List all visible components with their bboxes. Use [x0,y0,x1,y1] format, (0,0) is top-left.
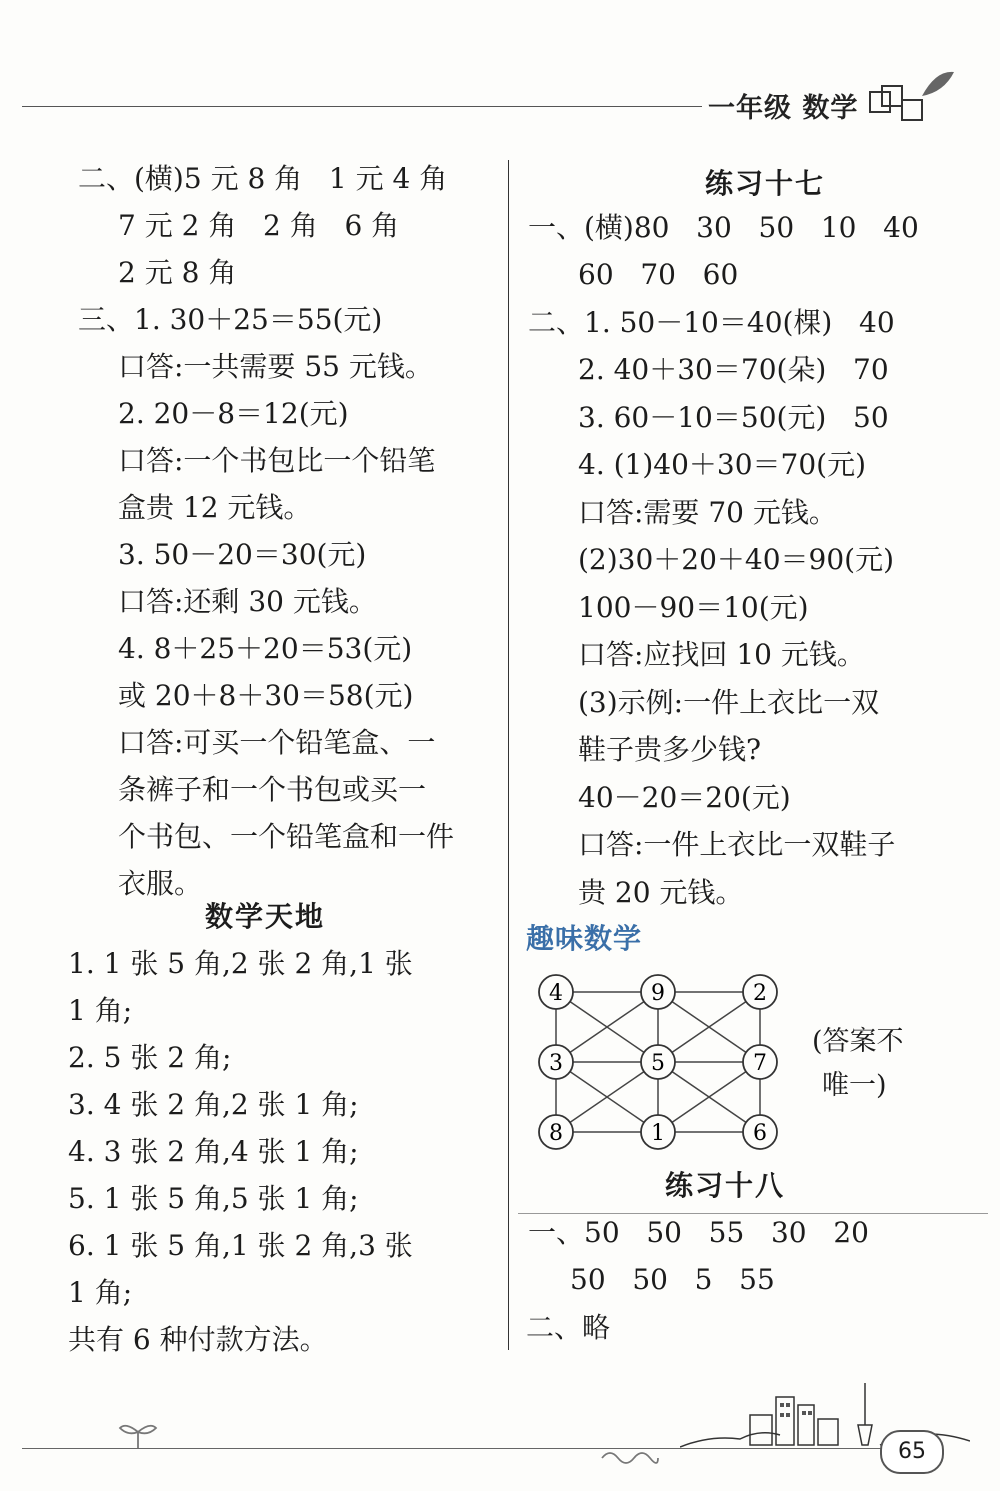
math-world-total: 共有 6 种付款方法。 [68,1323,328,1356]
section-heading-exercise-17: 练习十七 [705,167,826,200]
answer-3-3: 3. 50－20＝30(元) [118,538,367,571]
puzzle-node [641,1115,675,1149]
ex17-2-3: 3. 60－10＝50(元) 50 [578,401,889,434]
ex17-2-4-2: (2)30＋20＋40＝90(元) [578,543,895,576]
ex18-1-line-1: 一、50 50 55 30 20 [528,1216,869,1249]
sprout-icon [118,1418,158,1448]
puzzle-node-label: 2 [753,981,767,1006]
answer-3-3-reply: 口答:还剩 30 元钱。 [118,585,377,618]
ex18-1-line-2: 50 50 5 55 [570,1263,775,1296]
ex17-2-4-3-calc: 40－20＝20(元) [578,781,791,814]
section-heading-fun-math: 趣味数学 [526,922,643,955]
math-world-6-line-2: 1 角; [68,1276,133,1309]
puzzle-node-label: 7 [753,1051,767,1076]
ex17-2-4-3-reply-1: 口答:一件上衣比一双鞋子 [578,828,896,861]
puzzle-node-label: 1 [651,1121,665,1146]
ex17-2-4-3-line-1: (3)示例:一件上衣比一双 [578,686,880,719]
answer-2-line-2: 7 元 2 角 2 角 6 角 [118,209,400,242]
puzzle-node-label: 4 [549,981,563,1006]
answer-3-1-reply: 口答:一共需要 55 元钱。 [118,350,433,383]
answer-3-2-reply-2: 盒贵 12 元钱。 [118,491,312,524]
answer-3-4-reply-2: 条裤子和一个书包或买一 [118,773,427,806]
column-divider [508,160,509,1350]
answer-3-4-reply-4: 衣服。 [118,867,203,900]
math-world-3: 3. 4 张 2 角,2 张 1 角; [68,1088,359,1121]
puzzle-node [539,1045,573,1079]
puzzle-node [539,975,573,1009]
wave-ornament-icon [600,1448,660,1468]
ex18-2: 二、略 [526,1311,611,1344]
puzzle-note-line-1: (答案不 [812,1026,904,1057]
puzzle-node [743,975,777,1009]
ex17-1-line-1: 一、(横)80 30 50 10 40 [528,211,919,244]
answer-3-4-alt: 或 20＋8＋30＝58(元) [118,679,414,712]
ex17-2-4-3-reply-2: 贵 20 元钱。 [578,876,744,909]
ex17-2-4-1: 4. (1)40＋30＝70(元) [578,448,867,481]
ex17-2-1: 二、1. 50－10＝40(棵) 40 [528,306,895,339]
header-title: 一年级 数学 [708,93,859,124]
ex17-1-line-2: 60 70 60 [578,258,739,291]
number-grid-puzzle [528,960,788,1160]
puzzle-node-label: 6 [753,1121,767,1146]
puzzle-node-label: 5 [651,1051,665,1076]
math-world-4: 4. 3 张 2 角,4 张 1 角; [68,1135,359,1168]
answer-3-1: 三、1. 30＋25＝55(元) [78,303,383,336]
math-world-1-line-1: 1. 1 张 5 角,2 张 2 角,1 张 [68,947,413,980]
section-heading-math-world: 数学天地 [205,900,326,933]
math-world-5: 5. 1 张 5 角,5 张 1 角; [68,1182,359,1215]
answer-2-line-1: 二、(横)5 元 8 角 1 元 4 角 [78,162,448,195]
page-number: 65 [880,1430,944,1474]
answer-3-2-reply-1: 口答:一个书包比一个铅笔 [118,444,436,477]
answer-3-2: 2. 20－8＝12(元) [118,397,349,430]
math-world-6-line-1: 6. 1 张 5 角,1 张 2 角,3 张 [68,1229,413,1262]
math-world-2: 2. 5 张 2 角; [68,1041,232,1074]
puzzle-node [539,1115,573,1149]
math-world-1-line-2: 1 角; [68,994,133,1027]
puzzle-node-label: 3 [549,1051,563,1076]
ex17-2-4-1-reply: 口答:需要 70 元钱。 [578,496,837,529]
ex17-2-4-3-line-2: 鞋子贵多少钱? [578,733,762,766]
answer-2-line-3: 2 元 8 角 [118,256,237,289]
ex17-2-4-2-reply: 口答:应找回 10 元钱。 [578,638,865,671]
answer-3-4-reply-3: 个书包、一个铅笔盒和一件 [118,820,455,853]
answer-3-4-reply-1: 口答:可买一个铅笔盒、一 [118,726,436,759]
ex17-2-4-2-b: 100－90＝10(元) [578,591,809,624]
ex17-2-2: 2. 40＋30＝70(朵) 70 [578,353,889,386]
puzzle-note-line-2: 唯一) [822,1070,887,1101]
puzzle-node [641,1045,675,1079]
puzzle-node-label: 8 [549,1121,563,1146]
puzzle-node [641,975,675,1009]
section-rule [518,1213,988,1214]
section-heading-exercise-18: 练习十八 [665,1169,786,1202]
puzzle-node [743,1115,777,1149]
header-squares-leaf-icon [866,66,956,126]
header-rule [22,106,702,107]
footer-rule [22,1448,882,1449]
puzzle-node-label: 9 [651,981,665,1006]
puzzle-node [743,1045,777,1079]
answer-3-4: 4. 8＋25＋20＝53(元) [118,632,413,665]
